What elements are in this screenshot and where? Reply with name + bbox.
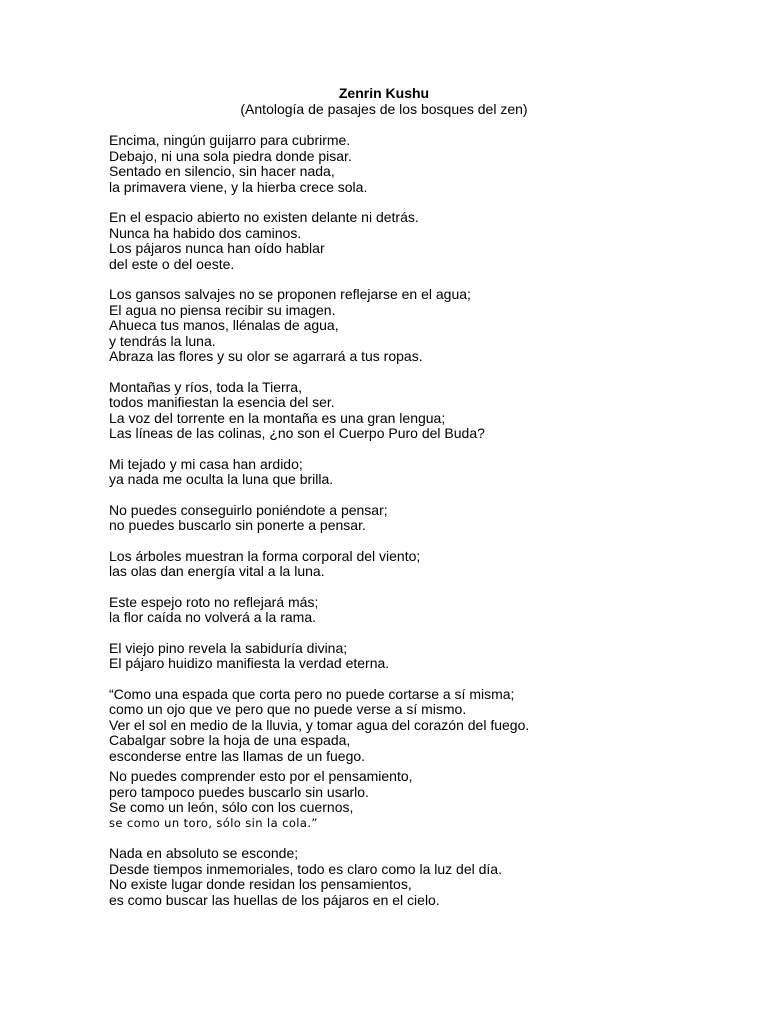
poem-line: del este o del oeste. [109,255,235,272]
poem-line: En el espacio abierto no existen delante ni detrás. [109,209,419,225]
stanza [109,846,729,908]
stanza [109,457,729,488]
poem-line: la primavera viene, y la hierba crece sola. [109,178,368,195]
poem-line: Este espejo roto no reflejará más; [109,593,319,610]
poem-line: Sentado en silencio, sin hacer nada, [109,163,335,179]
stanza [109,595,729,626]
stanza [109,687,729,765]
poem-line: “Como una espada que corta pero no puede cortarse a sí misma; [109,685,515,702]
poem-line: La voz del torrente en la montaña es una gran lengua; [109,409,446,426]
poem-body [109,133,729,923]
poem-line: No puedes comprender esto por el pensamiento, [109,768,413,784]
poem-line: Mi tejado y mi casa han ardido; [109,455,303,472]
document-subtitle: (Antología de pasajes de los bosques del zen) [240,101,528,117]
document-title: Zenrin Kushu [338,85,430,101]
stanza [109,503,729,534]
poem-line: Abraza las flores y su olor se agarrará a tus ropas. [109,348,423,364]
stanza [109,641,729,672]
poem-line: ya nada me oculta la luna que brilla. [109,471,334,487]
poem-line: Los árboles muestran la forma corporal del viento; [109,547,421,564]
poem-line: no puedes buscarlo sin ponerte a pensar. [109,517,366,533]
stanza [109,769,729,831]
poem-line: No existe lugar donde residan los pensamientos, [109,876,412,892]
stanza [109,133,729,195]
poem-line: Cabalgar sobre la hoja de una espada, [109,732,351,748]
poem-line: Ver el sol en medio de la lluvia, y tomar agua del corazón del fuego. [109,716,530,733]
poem-line: Ahueca tus manos, llénalas de agua, [109,317,339,333]
poem-line: Encima, ningún guijarro para cubrirme. [109,132,351,148]
poem-line: como un ojo que ve pero que no puede verse a sí mismo. [109,701,467,717]
poem-line: Montañas y ríos, toda la Tierra, [109,378,302,395]
poem-line: es como buscar las huellas de los pájaros en el cielo. [109,891,440,908]
poem-line: El viejo pino revela la sabiduría divina; [109,639,348,656]
poem-line: la flor caída no volverá a la rama. [109,609,316,625]
stanza [109,380,729,442]
poem-line: Las líneas de las colinas, ¿no son el Cuerpo Puro del Buda? [109,425,485,441]
poem-line: se como un toro, sólo sin la cola.” [109,815,318,830]
poem-line: Nada en absoluto se esconde; [109,845,299,861]
poem-line: todos manifiestan la esencia del ser. [109,394,335,410]
poem-line: Desde tiempos inmemoriales, todo es claro como la luz del día. [109,860,502,877]
poem-line: esconderse entre las llamas de un fuego. [109,747,366,764]
poem-line: Debajo, ni una sola piedra donde pisar. [109,147,352,164]
poem-line: pero tampoco puedes buscarlo sin usarlo. [109,783,369,800]
poem-line: Se como un león, sólo con los cuernos, [109,799,354,815]
stanza [109,549,729,580]
stanza [109,210,729,272]
poem-line: Los pájaros nunca han oído hablar [109,240,325,256]
stanza [109,287,729,365]
poem-line: No puedes conseguirlo poniéndote a pensar; [109,501,388,518]
poem-line: las olas dan energía vital a la luna. [109,563,325,579]
poem-line: El pájaro huidizo manifiesta la verdad eterna. [109,655,390,671]
poem-line: y tendrás la luna. [109,332,216,349]
poem-line: Los gansos salvajes no se proponen reflejarse en el agua; [109,286,471,302]
poem-line: El agua no piensa recibir su imagen. [109,301,336,318]
poem-line: Nunca ha habido dos caminos. [109,224,302,241]
